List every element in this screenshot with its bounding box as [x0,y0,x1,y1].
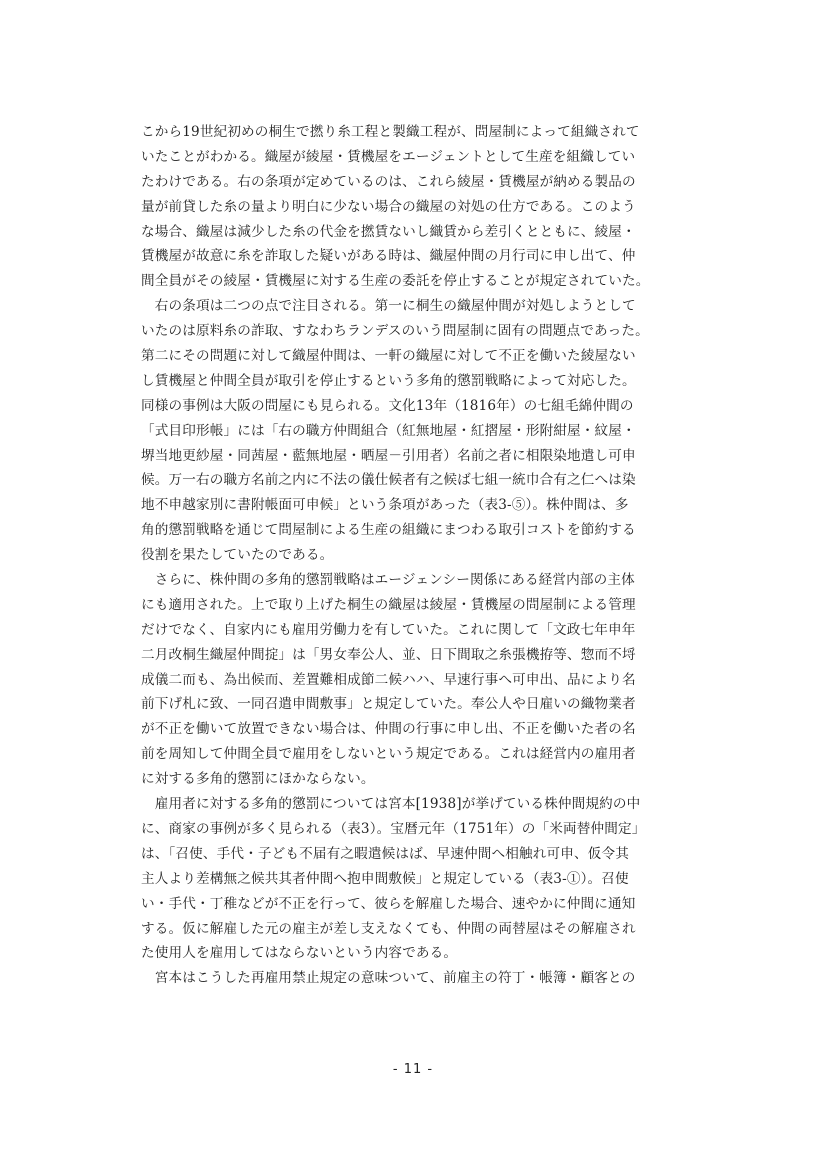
text-line: な場合、織屋は減少した糸の代金を撚賃ないし織賃から差引くとともに、綾屋・ [141,223,636,240]
text-line: さらに、株仲間の多角的懲罰戦略はエージェンシー関係にある経営内部の主体 [141,572,635,589]
text-line: 角的懲罰戦略を通じて問屋制による生産の組織にまつわる取引コストを節約する [141,522,636,539]
text-line: 前を周知して仲間全員で雇用をしないという規定である。これは経営内の雇用者 [141,746,636,763]
text-line: 主人より差構無之候共其者仲間へ抱申間敷候」と規定している（表3-①）。召使 [141,870,629,887]
text-line: が不正を働いて放置できない場合は、仲間の行事に申し出、不正を働いた者の名 [141,721,636,738]
text-line: いたことがわかる。織屋が綾屋・賃機屋をエージェントとして生産を組織してい [141,148,636,165]
text-line: 量が前貸した糸の量より明白に少ない場合の織屋の対処の仕方である。このよう [141,198,636,215]
text-line: た使用人を雇用してはならないという内容である。 [141,945,458,962]
text-line: 雇用者に対する多角的懲罰については宮本[1938]が挙げている株仲間規約の中 [141,796,641,813]
text-line: 二月改桐生織屋仲間掟」は「男女奉公人、並、日下間取之糸張機拵等、惣而不埒 [141,646,636,663]
text-line: にも適用された。上で取り上げた桐生の織屋は綾屋・賃機屋の問屋制による管理 [141,596,636,613]
text-line: 右の条項は二つの点で注目される。第一に桐生の織屋仲間が対処しようとして [141,298,636,315]
text-line: は、「召使、手代・子ども不届有之暇遣候はば、早速仲間へ相触れ可申、仮令其 [141,845,629,862]
text-line: し賃機屋と仲間全員が取引を停止するという多角的懲罰戦略によって対応した。 [141,372,636,389]
text-line: たわけである。右の条項が定めているのは、これら綾屋・賃機屋が納める製品の [141,173,636,190]
text-line: 地不申越家別に書附帳面可申候」という条項があった（表3-⑤）。株仲間は、多 [141,497,629,514]
page-number: - 11 - [392,1062,434,1077]
body-text [141,120,711,991]
text-line: 賃機屋が故意に糸を詐取した疑いがある時は、織屋仲間の月行司に申し出て、仲 [141,248,636,265]
text-line: い・手代・丁稚などが不正を行って、彼らを解雇した場合、速やかに仲間に通知 [141,895,636,912]
text-line: 第二にその問題に対して織屋仲間は、一軒の織屋に対して不正を働いた綾屋ない [141,348,636,365]
text-line: に対する多角的懲罰にほかならない。 [141,771,375,788]
text-line: 候。万一右の職方名前之内に不法の儀仕候者有之候ば七組一統巾合有之仁へは染 [141,472,636,489]
text-line: 役割を果たしていたのである。 [141,547,334,564]
text-line: に、商家の事例が多く見られる（表3）。宝暦元年（1751年）の「米両替仲間定」 [141,820,646,837]
text-line: 成儀二而も、為出候而、差置難相成節二候ハハ、早速行事へ可申出、品により名 [141,671,636,688]
text-line: 宮本はこうした再雇用禁止規定の意味ついて、前雇主の符丁・帳簿・顧客との [141,970,636,987]
text-line: いたのは原料糸の詐取、すなわちランデスのいう問屋制に固有の問題点であった。 [141,323,649,340]
text-line: こから19世紀初めの桐生で撚り糸工程と製織工程が、問屋制によって組織されて [141,124,640,140]
text-line: だけでなく、自家内にも雇用労働力を有していた。これに関して「文政七年申年 [141,621,636,638]
text-line: 前下げ札に致、一同召遣申間敷事」と規定していた。奉公人や日雇いの織物業者 [141,696,636,713]
text-line: 堺当地更紗屋・同茜屋・藍無地屋・晒屋－引用者）名前之者に相限染地遣し可申 [141,447,636,464]
text-line: 間全員がその綾屋・賃機屋に対する生産の委託を停止することが規定されていた。 [141,273,650,290]
text-line: する。仮に解雇した元の雇主が差し支えなくても、仲間の両替屋はその解雇され [141,920,636,937]
text-line: 同様の事例は大阪の問屋にも見られる。文化13年（1816年）の七組毛綿仲間の [141,397,634,414]
text-line: 「式目印形帳」には「右の職方仲間組合（紅無地屋・紅摺屋・形附紺屋・紋屋・ [141,422,636,439]
